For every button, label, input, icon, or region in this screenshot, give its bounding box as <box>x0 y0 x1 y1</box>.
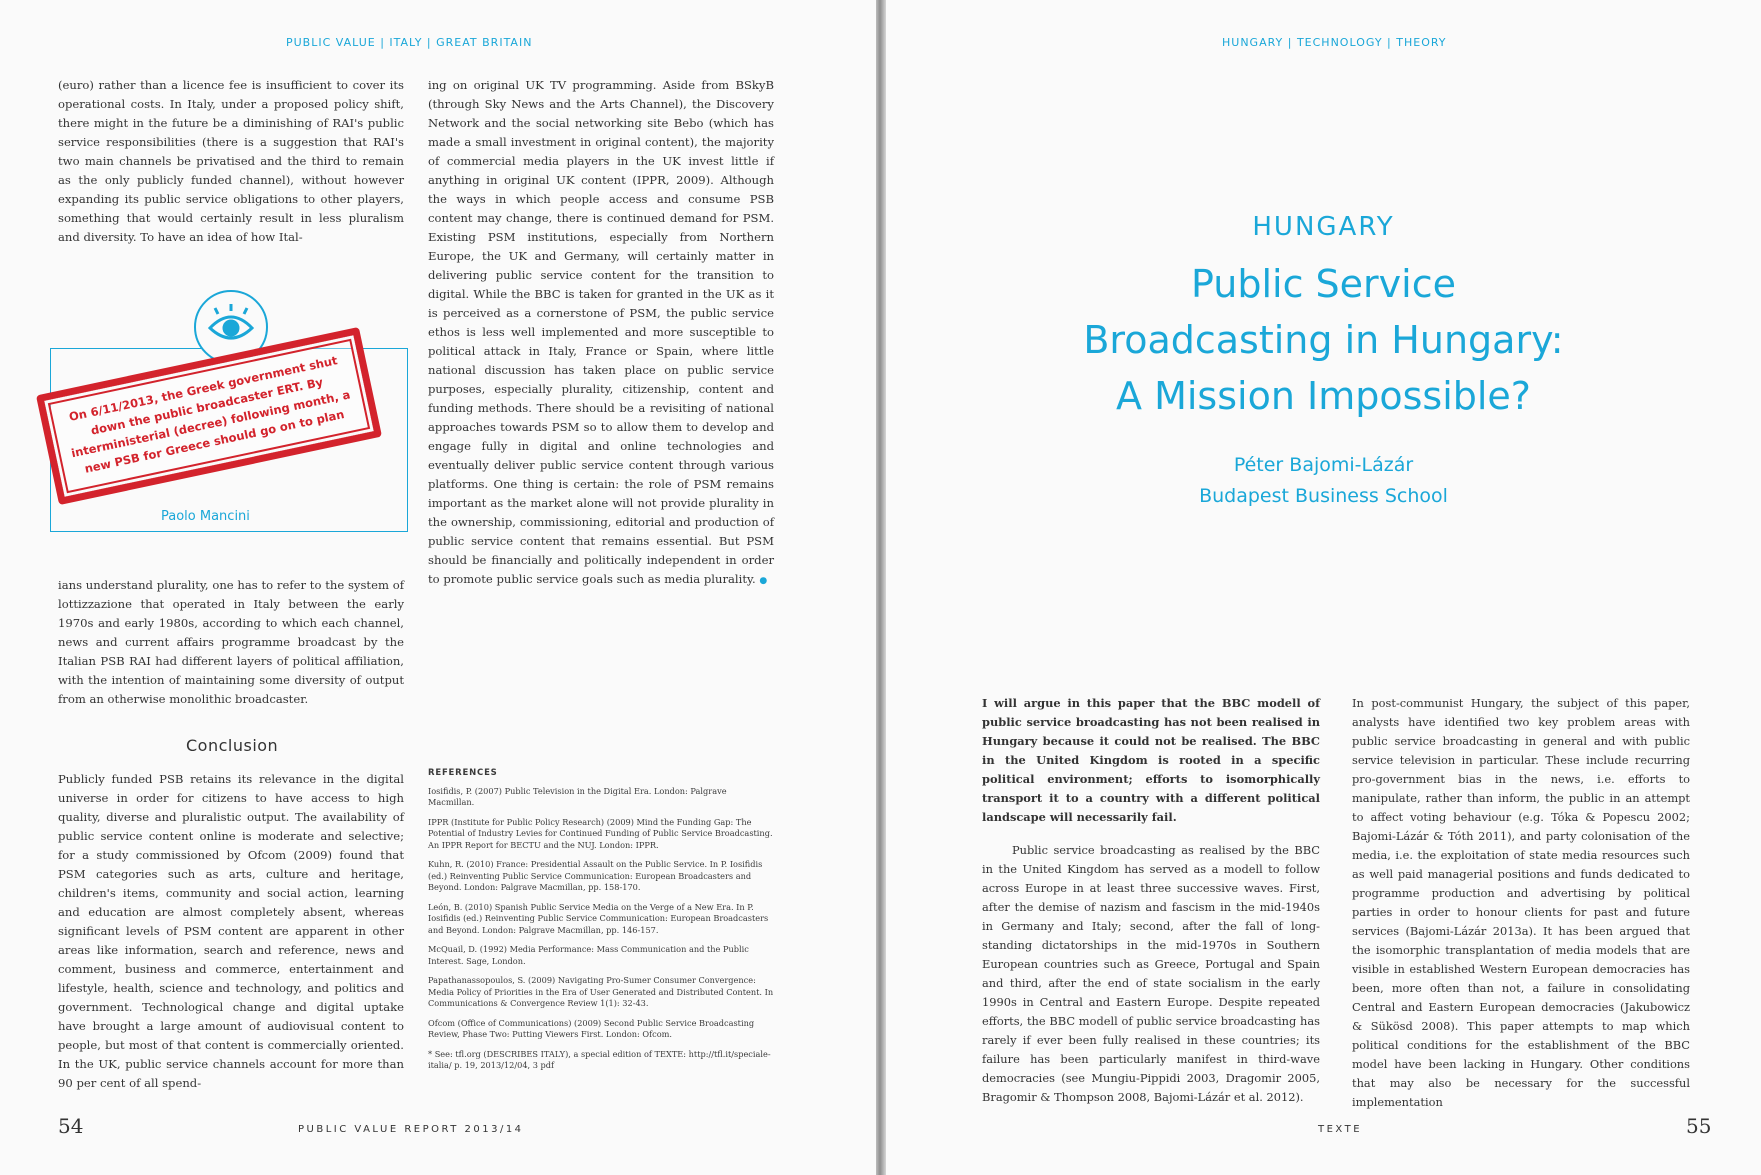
red-stamp: On 6/11/2013, the Greek government shut down the public broadcaster ERT. By interministerial (decree) following month, a new PSB for Greece should go on to plan <box>36 327 382 505</box>
left-page <box>0 0 876 1175</box>
article-kicker: HUNGARY <box>1252 212 1395 242</box>
page-number: 55 <box>1686 1114 1712 1138</box>
conclusion-heading: Conclusion <box>186 736 279 755</box>
footer-label: PUBLIC VALUE REPORT 2013/14 <box>298 1124 524 1135</box>
paragraph: ing on original UK TV programming. Aside from BSkyB (through Sky News and the Arts Channel), the Discovery Network and the social networking site Bebo (which has made a small investment in original content), the majority of commercial media players in the UK invest little if anything in original UK content (IPPR, 2009). Although the ways in which people access and consume PSB content may change, there is continued demand for PSM. Existing PSM institutions, especially from Northern Europe, the UK and Germany, will certainly matter in delivering public service content for the transition to digital. While the BBC is taken for granted in the UK as it is perceived as a cornerstone of PSM, the public service ethos is less well implemented and more susceptible to political attack in Italy, France or Spain, where little national discussion has taken place on public service purposes, especially plurality, citizenship, content and funding methods. There should be a revisiting of national approaches towards PSM so to allow them to develop and engage fully in digital and online technologies and eventually deliver public service content through various platforms. One thing is certain: the role of PSM remains important as the market alone will not provide plurality in the ownership, commissioning, editorial and production of public service content that remains essential. But PSM should be financially and politically independent in order to promote public service goals such as media plurality. ● <box>428 78 774 586</box>
title-line: Public Service <box>1191 262 1456 306</box>
infobox-name: Paolo Mancini <box>161 509 250 524</box>
paragraph: In post-communist Hungary, the subject of this paper, analysts have identified two key problem areas with public service broadcasting in general and with public service television in particular. These include recurring pro-government bias in the news, i.e. efforts to manipulate, rather than inform, the public in an attempt to affect voting behaviour (e.g. Tóka & Popescu 2002; Bajomi-Lázár & Tóth 2011), and party colonisation of the media, i.e. the exploitation of state media resources such as well paid managerial positions and funds dedicated to programme production and advertising by political parties in order to honour clients for past and future services (Bajomi-Lázár 2013a). It has been argued that the isomorphic transplantation of media models that are visible in established Western European democracies has been, more often than not, a failure in consolidating Central and Eastern European democracies (Jakubowicz & Sükösd 2008). This paper attempts to map which political conditions for the establishment of the BBC model have been lacking in Hungary. Other conditions that may also be necessary for the successful implementation <box>1352 696 1690 1109</box>
conclusion-text <box>58 770 404 1093</box>
reference-item: IPPR (Institute for Public Policy Research) (2009) Mind the Funding Gap: The Potential of Industry Levies for Continued Funding of Public Service Broadcasting. An IPPR Report for BECTU and the NUJ. London: IPPR. <box>428 816 773 850</box>
reference-item: Kuhn, R. (2010) France: Presidential Assault on the Public Service. In P. Iosifidis (ed.) Reinventing Public Service Communication: European Broadcasters and Beyond. London: Palgrave Macmillan, pp. 158-170. <box>428 859 763 892</box>
body-text-col2 <box>428 76 774 591</box>
paragraph: Public service broadcasting as realised by the BBC in the United Kingdom has served as a modell to follow across Europe in at least three successive waves. First, after the demise of nazism and fascism in the mid-1940s in Germany and Italy; second, after the fall of long-standing dictatorships in the mid-1970s in Southern European countries such as Greece, Portugal and Spain and third, after the end of state socialism in the early 1990s in Central and Eastern Europe. Despite repeated efforts, the BBC modell of public service broadcasting has rarely if ever been fully realised in these countries; its failure has been particularly manifest in third-wave democracies (see Mungiu-Pippidi 2003, Dragomir 2005, Bragomir & Thompson 2008, Bajomi-Lázár et al. 2012). <box>982 843 1320 1104</box>
reference-item: Iosifidis, P. (2007) Public Television in the Digital Era. London: Palgrave Macmillan. <box>428 785 727 807</box>
lead-paragraph: I will argue in this paper that the BBC modell of public service broadcasting has not been realised in Hungary because it could not be realised. The BBC in the United Kingdom is rooted in a specific political environment; efforts to isomorphically transport it to a country with a different political landscape will necessarily fail. <box>982 696 1320 824</box>
references-title: REFERENCES <box>428 768 498 778</box>
reference-item: * See: tfl.org (DESCRIBES ITALY), a special edition of TEXTE: http://tfl.it/speciale-italia/ p. 19, 2013/12/04, 3 pdf <box>428 1048 771 1070</box>
title-line: A Mission Impossible? <box>1116 374 1531 418</box>
reference-item: Papathanassopoulos, S. (2009) Navigating Pro-Sumer Consumer Convergence: Media Policy of Priorities in the Era of User Generated and Distributed Content. In Communications & Convergence Review 1(1): 32-43. <box>428 975 774 1008</box>
right-page <box>886 0 1761 1175</box>
reference-item: Ofcom (Office of Communications) (2009) Second Public Service Broadcasting Review, Phase Two: Putting Viewers First. London: Ofcom. <box>428 1017 755 1039</box>
title-line: Broadcasting in Hungary: <box>1083 318 1564 362</box>
body-text-col1 <box>982 694 1320 1107</box>
paragraph: Publicly funded PSB retains its relevance in the digital universe in order for citizens to have access to high quality, diverse and pluralistic output. The availability of public service content online is moderate and selective; for a study commissioned by Ofcom (2009) found that PSM categories such as arts, culture and heritage, children's items, community and social action, learning and education are almost completely absent, whereas significant levels of PSM content are apparent in other areas like information, search and reference, news and comment, business and commerce, entertainment and lifestyle, health, science and technology, and politics and government. Technological change and digital uptake have brought a large amount of audiovisual content to people, but most of that content is commercially oriented. In the UK, public service channels account for more than 90 per cent of all spend- <box>58 772 404 1090</box>
body-text-col2 <box>1352 694 1690 1112</box>
article-title <box>886 256 1761 424</box>
end-mark: ● <box>759 576 768 586</box>
paragraph: (euro) rather than a licence fee is insufficient to cover its operational costs. In Italy, under a proposed policy shift, there might in the future be a diminishing of RAI's public service responsibilities (there is a suggestion that RAI's two main channels be privatised and the third to remain as the only publicly funded channel), without however expanding its public service obligations to other players, something that would certainly result in less pluralism and diversity. To have an idea of how Ital- <box>58 78 404 244</box>
references <box>428 768 774 1080</box>
reference-item: León, B. (2010) Spanish Public Service Media on the Verge of a New Era. In P. Iosifidis (ed.) Reinventing Public Service Communication: European Broadcasters and Beyond. London: Palgrave Macmillan, pp. 146-157. <box>428 901 769 935</box>
page-number: 54 <box>58 1114 84 1138</box>
body-text-col1-top <box>58 76 404 247</box>
running-head: PUBLIC VALUE | ITALY | GREAT BRITAIN <box>286 36 533 49</box>
paragraph: ians understand plurality, one has to refer to the system of lottizzazione that operated in Italy between the early 1970s and early 1980s, according to which each channel, news and current affairs programme broadcast by the Italian PSB RAI had different layers of political affiliation, with the intention of maintaining some diversity of output from an otherwise monolithic broadcaster. <box>58 578 404 706</box>
author-affiliation: Budapest Business School <box>1199 485 1448 507</box>
reference-item: McQuail, D. (1992) Media Performance: Mass Communication and the Public Interest. Sage, London. <box>428 944 749 966</box>
footer-label: TEXTE <box>1318 1124 1363 1135</box>
author-name: Péter Bajomi-Lázár <box>1233 454 1414 476</box>
running-head: HUNGARY | TECHNOLOGY | THEORY <box>1222 36 1447 49</box>
gutter <box>876 0 886 1175</box>
body-text-col1-bottom <box>58 576 404 709</box>
